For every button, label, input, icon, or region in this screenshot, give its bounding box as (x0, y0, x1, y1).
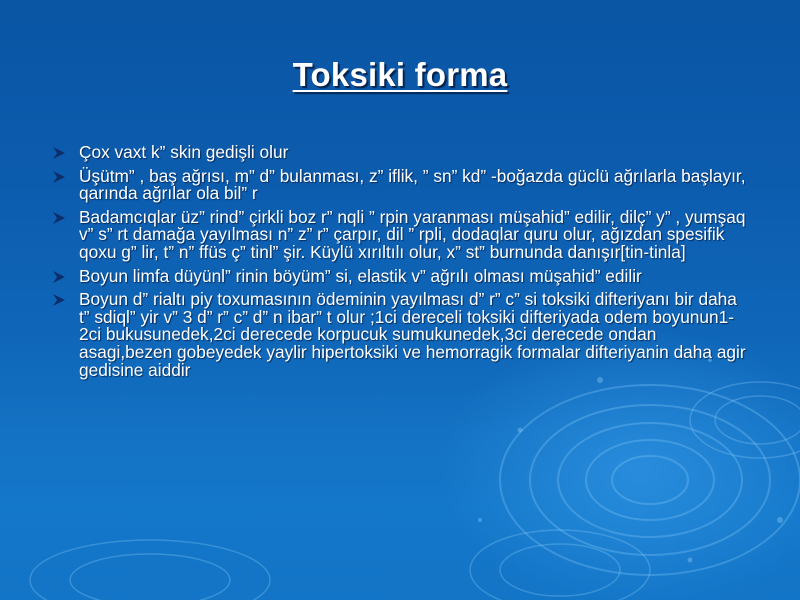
bullet-text: Çox vaxt k” skin gedişli olur (79, 142, 289, 162)
bullet-item (52, 291, 752, 379)
bullet-item (52, 165, 752, 204)
arrowhead-bullet-icon (52, 211, 66, 225)
arrowhead-bullet-icon (52, 270, 66, 284)
bullet-item (52, 144, 752, 162)
slide-title: Toksiki forma (292, 56, 508, 93)
bullet-item (52, 206, 752, 262)
bullet-list (52, 144, 752, 385)
bullet-text: Üşütm” , baş ağrısı, m” d” bulanması, z” iflik, ” sn” kd” -boğazda güclü ağrılarla başlayır, qarında ağrılar ola bil” r (79, 165, 746, 204)
bullet-text: Badamcıqlar üz” rind” çirkli boz r” nqli ” rpin yaranması müşahid” edilir, dilç” y” , yumşaq v” s” rt damağa yayılması n” z” r” çarpır, dil ” rpli, dodaqlar quru olur, ağızdan spesifik qoxu g” lir, t” n” ffüs ç” tinl” şir. Küylü xırıltılı olur, x” st” burnunda danışır[tin-tinla] (79, 206, 746, 262)
arrowhead-bullet-icon (52, 146, 66, 160)
bullet-text: Boyun limfa düyünl” rinin böyüm” si, elastik v” ağrılı olması müşahid” edilir (79, 265, 642, 286)
arrowhead-bullet-icon (52, 293, 66, 307)
bullet-text: Boyun d” rialtı piy toxumasının ödeminin yayılması d” r” c” si toksiki difteriyanı bir daha t” sdiql” yir v” 3 d” r” c” d” n ibar” t olur ;1ci dereceli toksiki difteriyada odem boyunun1-2ci bukusunedek,2ci derecede korpucuk sumukunedek,3ci derecede ondan asagi,bezen gobeyedek yaylir hipertoksiki ve hemorragik formalar difteriyanin daha agir gedisine aiddir (79, 289, 746, 380)
bullet-item (52, 265, 752, 286)
arrowhead-bullet-icon (52, 170, 66, 184)
